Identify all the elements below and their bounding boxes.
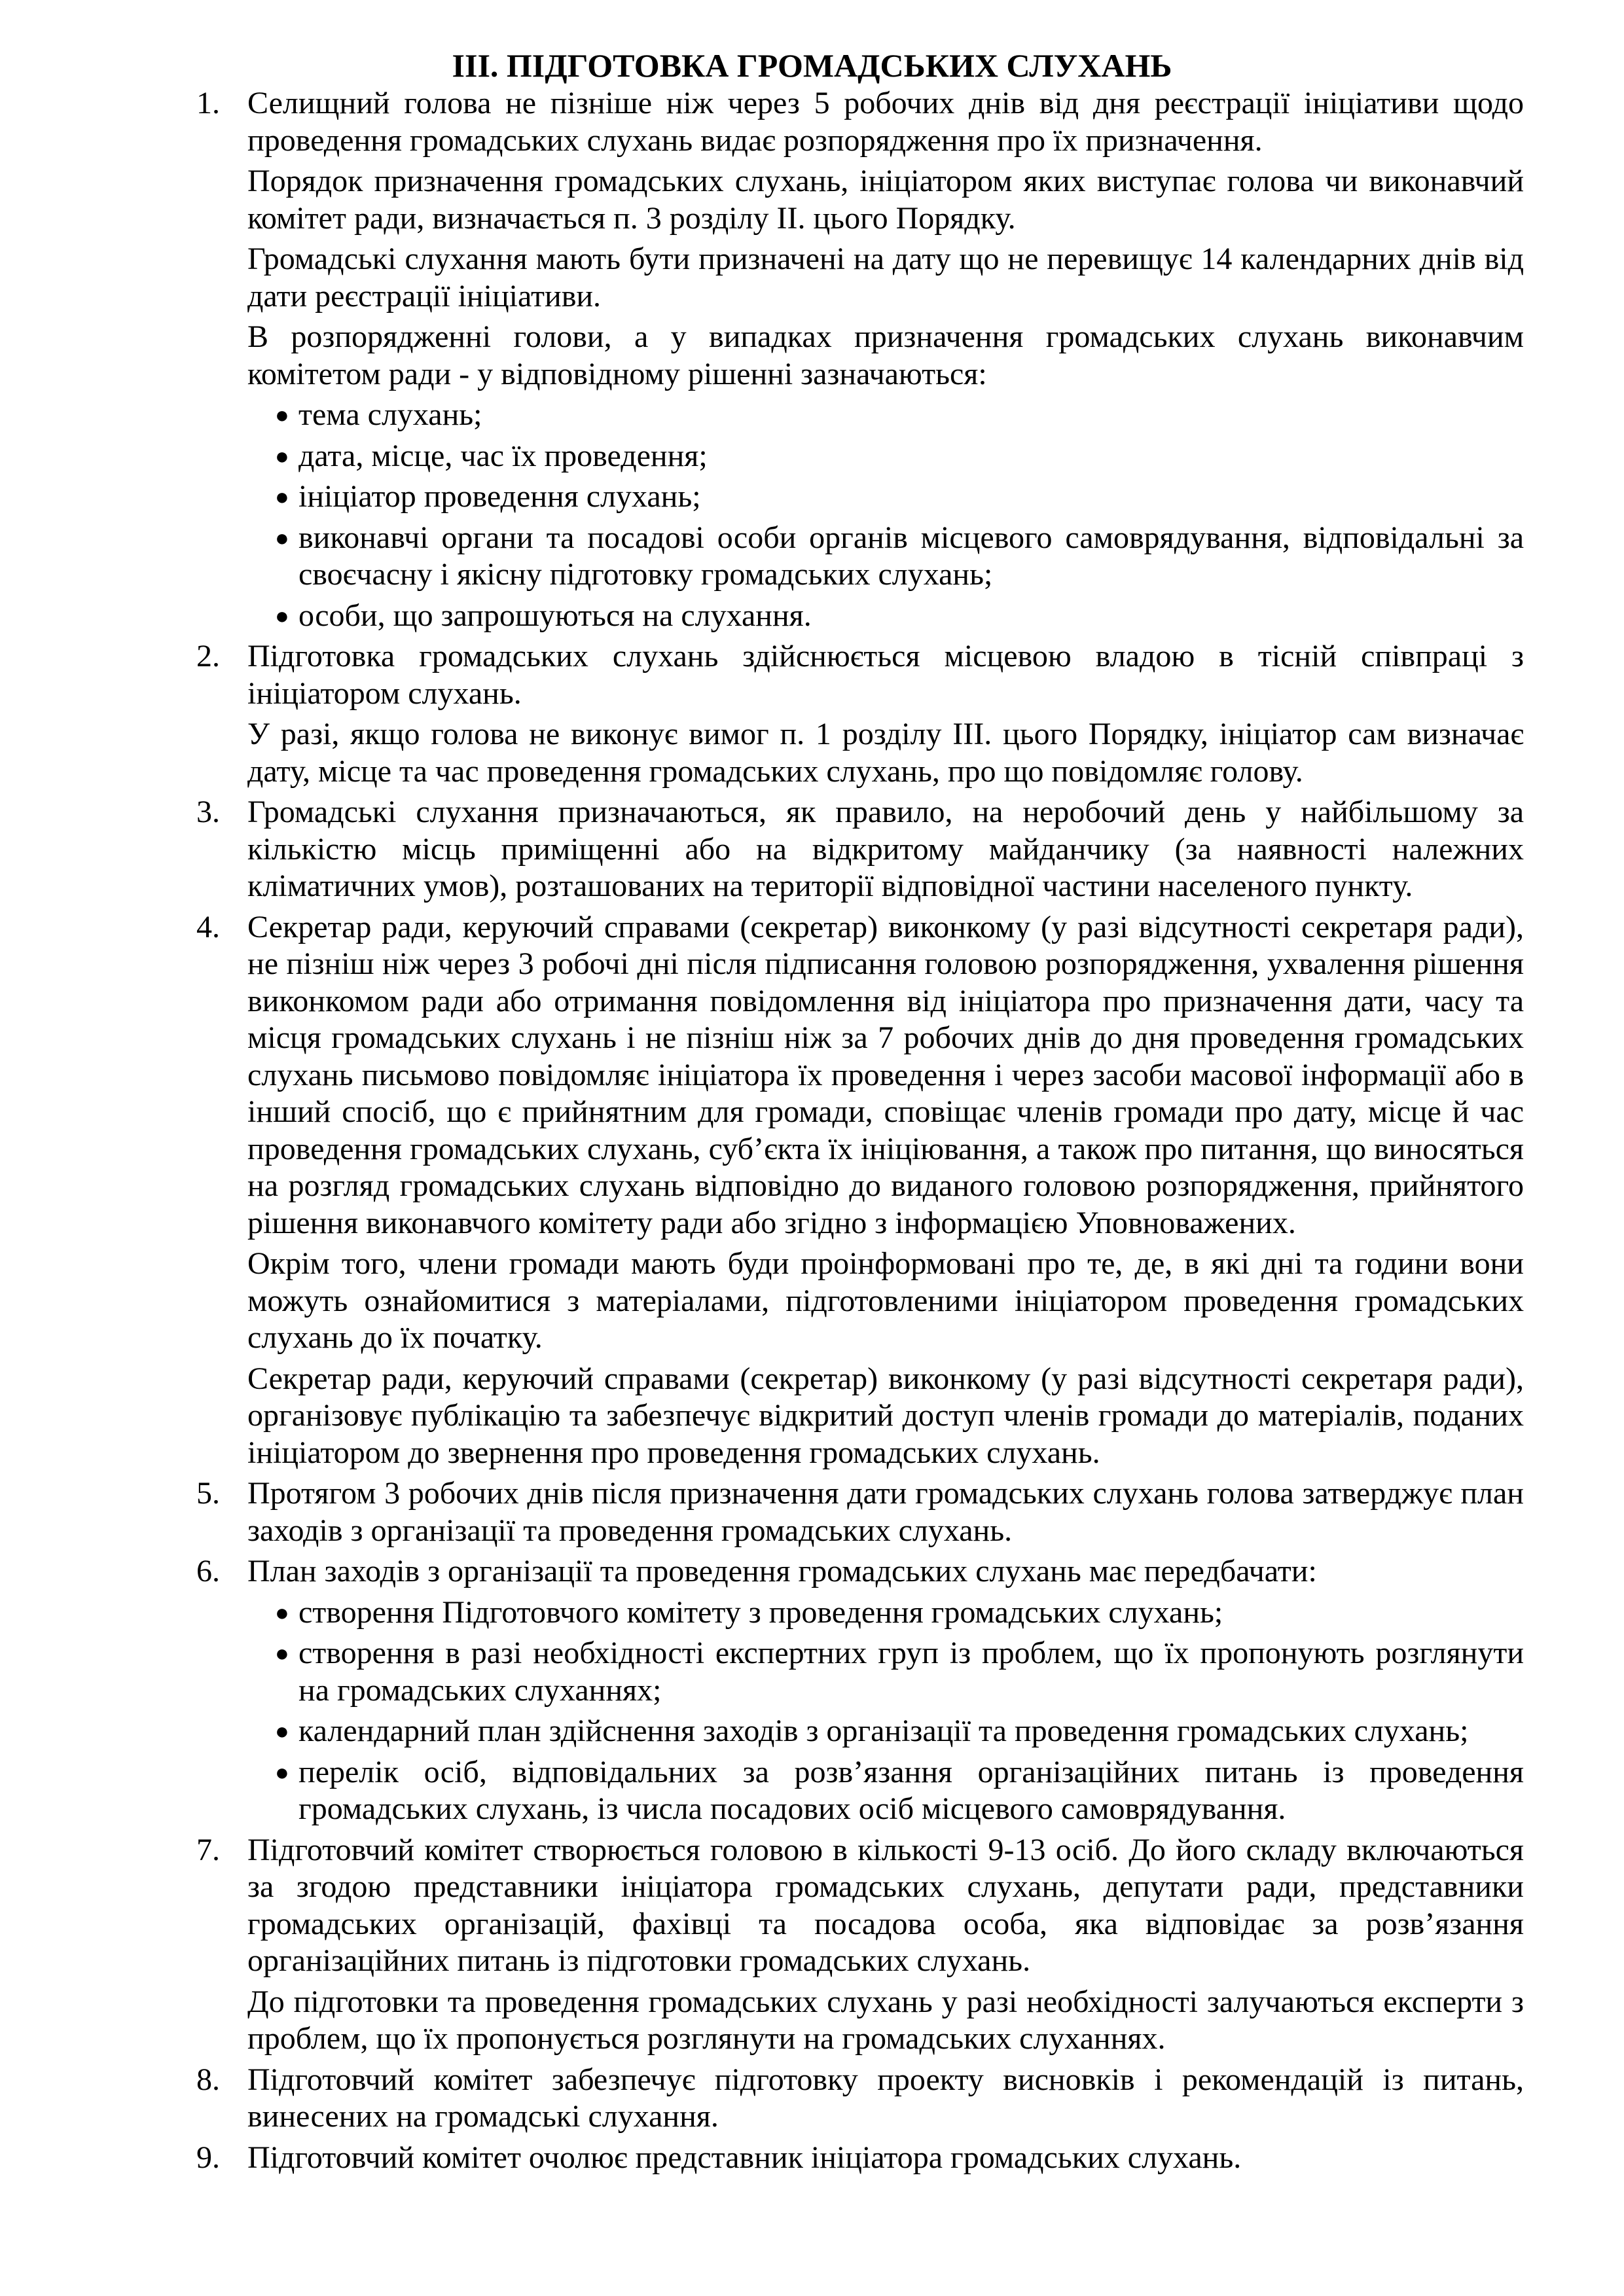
bullet-list: [247, 397, 1524, 634]
item-paragraph: Порядок призначення громадських слухань, ініціатором яких виступає голова чи виконавчий комітет ради, визначається п. 3 розділу ІІ. цього Порядку.: [247, 164, 1524, 236]
bullet-item: [274, 1594, 1524, 1632]
bullet-dot-icon: ●: [275, 1759, 289, 1785]
bullet-item: [274, 397, 1524, 434]
bullet-dot-icon: ●: [275, 442, 289, 469]
bullet-text: календарний план здійснення заходів з організації та проведення громадських слухань;: [298, 1713, 1469, 1748]
item-paragraph: В розпорядженні голови, а у випадках призначення громадських слухань виконавчим комітетом ради - у відповідному рішенні зазначаються:: [247, 319, 1524, 391]
bullet-dot-icon: ●: [275, 484, 289, 510]
bullet-item: [274, 1713, 1524, 1750]
item-paragraph: Протягом 3 робочих днів після призначення дати громадських слухань голова затверджує план заходів з організації та проведення громадських слухань.: [247, 1476, 1524, 1548]
item-number: 1.: [196, 86, 220, 120]
list-item-3: [196, 794, 1524, 905]
bullet-dot-icon: ●: [275, 1599, 289, 1626]
item-paragraph: Підготовчий комітет забезпечує підготовку проекту висновків і рекомендацій із питань, винесених на громадські слухання.: [247, 2062, 1524, 2134]
bullet-text: створення в разі необхідності експертних груп із проблем, що їх пропонують розглянути на громадських слуханнях;: [298, 1636, 1524, 1708]
item-number: 8.: [196, 2062, 220, 2097]
item-paragraph: Підготовчий комітет очолює представник ініціатора громадських слухань.: [247, 2140, 1242, 2175]
bullet-item: [274, 438, 1524, 475]
bullet-text: ініціатор проведення слухань;: [298, 479, 701, 514]
item-number: 9.: [196, 2140, 220, 2175]
list-item-2: [196, 638, 1524, 790]
bullet-item: [274, 1635, 1524, 1709]
item-paragraph: Секретар ради, керуючий справами (секретар) виконкому (у разі відсутності секретаря ради), не пізніш ніж через 3 робочі дні після підписання головою розпорядження, ухвалення рішення виконкомом ради або отримання повідомлення від ініціатора про призначення дати, часу та місця громадських слухань і не пізніш ніж за 7 робочих днів до дня проведення громадських слухань письмово повідомляє ініціатора їх проведення і через засоби масової інформації або в інший спосіб, що є прийнятним для громади, сповіщає членів громади про дату, місце й час проведення громадських слухань, суб’єкта їх ініціювання, а також про питання, що виносяться на розгляд громадських слухань відповідно до виданого головою розпорядження, прийнятого рішення виконавчого комітету ради або згідно з інформацією Уповноважених.: [247, 909, 1524, 1240]
bullet-text: виконавчі органи та посадові особи органів місцевого самоврядування, відповідальні за своєчасну і якісну підготовку громадських слухань;: [298, 520, 1524, 592]
section-heading: ІІІ. ПІДГОТОВКА ГРОМАДСЬКИХ СЛУХАНЬ: [452, 47, 1172, 84]
list-item-8: [196, 2062, 1524, 2136]
list-item-4: [196, 909, 1524, 1472]
bullet-dot-icon: ●: [275, 402, 289, 428]
item-number: 3.: [196, 795, 220, 829]
bullet-item: [274, 1754, 1524, 1828]
bullet-item: [274, 598, 1524, 635]
list-item-7: [196, 1832, 1524, 2058]
bullet-item: [274, 520, 1524, 594]
item-paragraph: Підготовка громадських слухань здійснюється місцевою владою в тісній співпраці з ініціатором слухань.: [247, 639, 1524, 711]
item-number: 2.: [196, 639, 220, 673]
bullet-dot-icon: ●: [275, 1718, 289, 1744]
bullet-text: особи, що запрошуються на слухання.: [298, 598, 812, 633]
section-content: [196, 85, 1524, 2180]
item-paragraph: Громадські слухання призначаються, як правило, на неробочий день у найбільшому за кількістю місць приміщенні або на відкритому майданчику (за наявності належних кліматичних умов), розташованих на території відповідної частини населеного пункту.: [247, 795, 1524, 903]
item-number: 5.: [196, 1476, 220, 1511]
item-paragraph: До підготовки та проведення громадських слухань у разі необхідності залучаються експерти з проблем, що їх пропонується розглянути на громадських слуханнях.: [247, 1984, 1524, 2056]
bullet-text: тема слухань;: [298, 397, 482, 432]
bullet-dot-icon: ●: [275, 524, 289, 551]
bullet-item: [274, 478, 1524, 516]
bullet-list: [247, 1594, 1524, 1828]
item-paragraph: Окрім того, члени громади мають буди проінформовані про те, де, в які дні та години вони можуть ознайомитися з матеріалами, підготовленими ініціатором проведення громадських слухань до їх початку.: [247, 1246, 1524, 1355]
item-paragraph: У разі, якщо голова не виконує вимог п. 1 розділу ІІІ. цього Порядку, ініціатор сам визначає дату, місце та час проведення громадських слухань, про що повідомляє голову.: [247, 717, 1524, 789]
item-number: 6.: [196, 1554, 220, 1588]
list-item-6: [196, 1553, 1524, 1828]
item-number: 7.: [196, 1832, 220, 1867]
list-item-5: [196, 1475, 1524, 1549]
bullet-text: перелік осіб, відповідальних за розв’язання організаційних питань із проведення громадських слухань, із числа посадових осіб місцевого самоврядування.: [298, 1754, 1524, 1826]
item-paragraph: Підготовчий комітет створюється головою в кількості 9-13 осіб. До його складу включаються за згодою представники ініціатора громадських слухань, депутати ради, представники громадських організацій, фахівці та посадова особа, яка відповідає за розв’язання організаційних питань із підготовки громадських слухань.: [247, 1832, 1524, 1978]
bullet-text: дата, місце, час їх проведення;: [298, 438, 708, 473]
list-item-1: [196, 85, 1524, 634]
item-paragraph: Секретар ради, керуючий справами (секретар) виконкому (у разі відсутності секретаря ради), організовує публікацію та забезпечує відкритий доступ членів громади до матеріалів, поданих ініціатором до звернення про проведення громадських слухань.: [247, 1361, 1524, 1470]
bullet-dot-icon: ●: [275, 602, 289, 629]
item-paragraph: План заходів з організації та проведення громадських слухань має передбачати:: [247, 1554, 1317, 1588]
bullet-dot-icon: ●: [275, 1640, 289, 1666]
item-paragraph: Селищний голова не пізніше ніж через 5 робочих днів від дня реєстрації ініціативи щодо проведення громадських слухань видає розпорядження про їх призначення.: [247, 86, 1524, 158]
item-number: 4.: [196, 909, 220, 944]
list-item-9: [196, 2140, 1524, 2177]
bullet-text: створення Підготовчого комітету з проведення громадських слухань;: [298, 1594, 1223, 1630]
item-paragraph: Громадські слухання мають бути призначені на дату що не перевищує 14 календарних днів від дати реєстрації ініціативи.: [247, 242, 1524, 314]
